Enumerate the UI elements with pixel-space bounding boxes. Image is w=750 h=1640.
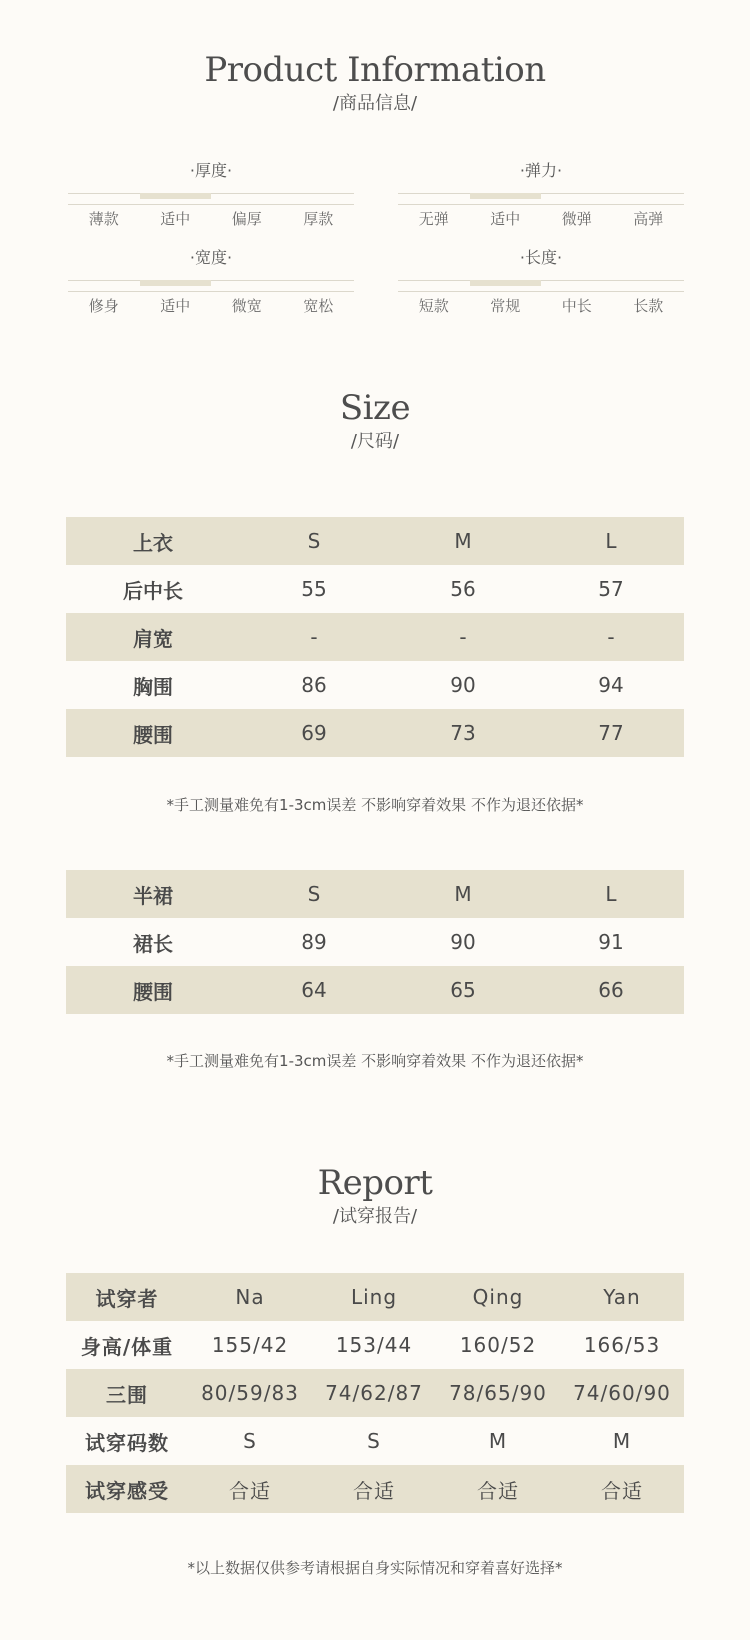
table-cell: 74/62/87 xyxy=(312,1369,436,1417)
attribute-block xyxy=(398,160,684,229)
table-row xyxy=(66,1321,684,1369)
table-cell: S xyxy=(367,1429,381,1453)
table-cell: 91 xyxy=(598,930,624,954)
top-size-table xyxy=(66,517,684,757)
table-cell: 86 xyxy=(301,673,327,697)
size-title: Size xyxy=(339,388,411,428)
attribute-name: ·长度· xyxy=(519,248,563,267)
table-cell: 57 xyxy=(598,577,624,601)
table-row xyxy=(66,1465,684,1513)
row-label-cell: 身高/体重 xyxy=(80,1334,174,1359)
table-cell: S xyxy=(240,517,388,565)
attribute-scale xyxy=(68,193,354,205)
attribute-options xyxy=(68,296,354,316)
attribute-option: 常规 xyxy=(490,297,521,315)
attribute-block xyxy=(398,247,684,316)
attribute-name: ·厚度· xyxy=(189,161,233,180)
attribute-option: 厚款 xyxy=(303,210,334,228)
attribute-option: 微弹 xyxy=(561,210,592,228)
attribute-option: 短款 xyxy=(418,297,449,315)
table-cell: 77 xyxy=(538,709,684,757)
attribute-scale xyxy=(398,280,684,292)
attribute-option: 偏厚 xyxy=(231,210,262,228)
attribute-option: 高弹 xyxy=(633,210,664,228)
attribute-scale xyxy=(68,280,354,292)
attribute-options xyxy=(68,209,354,229)
table-row xyxy=(66,1369,684,1417)
row-label-cell: 三围 xyxy=(66,1369,188,1417)
table-cell: Na xyxy=(188,1273,312,1321)
table-row xyxy=(66,565,684,613)
attribute-scale xyxy=(398,193,684,205)
table-cell: M xyxy=(388,517,538,565)
row-label-cell: 试穿感受 xyxy=(66,1465,188,1513)
table-cell: L xyxy=(538,517,684,565)
table-cell: 160/52 xyxy=(459,1333,537,1357)
fitting-report-table xyxy=(66,1273,684,1513)
attribute-option: 适中 xyxy=(490,210,521,228)
table-cell: 166/53 xyxy=(583,1333,661,1357)
attribute-selected-marker xyxy=(470,193,541,199)
table-cell: 80/59/83 xyxy=(188,1369,312,1417)
table-cell: 64 xyxy=(240,966,388,1014)
product-info-subtitle: /商品信息/ xyxy=(332,93,418,114)
top-size-note: *手工测量难免有1-3cm误差 不影响穿着效果 不作为退还依据* xyxy=(166,796,584,814)
table-cell: 56 xyxy=(450,577,476,601)
table-cell: M xyxy=(612,1429,632,1453)
table-cell: Yan xyxy=(560,1273,684,1321)
table-cell: S xyxy=(243,1429,257,1453)
report-note: *以上数据仅供参考请根据自身实际情况和穿着喜好选择* xyxy=(187,1559,563,1577)
table-cell: 153/44 xyxy=(335,1333,413,1357)
attribute-selected-marker xyxy=(140,280,211,286)
table-row xyxy=(66,1417,684,1465)
attribute-options xyxy=(398,296,684,316)
table-cell: - xyxy=(240,613,388,661)
skirt-size-table xyxy=(66,870,684,1014)
table-row xyxy=(66,966,684,1014)
attribute-option: 适中 xyxy=(160,297,191,315)
table-cell: Qing xyxy=(436,1273,560,1321)
attribute-option: 微宽 xyxy=(231,297,262,315)
table-cell: M xyxy=(388,870,538,918)
table-cell: 合适 xyxy=(560,1465,684,1513)
table-cell: 94 xyxy=(598,673,624,697)
row-label-cell: 试穿码数 xyxy=(85,1430,169,1455)
table-cell: S xyxy=(240,870,388,918)
row-label-cell: 后中长 xyxy=(123,578,183,603)
table-cell: M xyxy=(488,1429,508,1453)
row-label-cell: 半裙 xyxy=(66,870,240,918)
row-label-cell: 裙长 xyxy=(133,931,173,956)
table-cell: 90 xyxy=(450,673,476,697)
table-cell: 90 xyxy=(450,930,476,954)
report-subtitle: /试穿报告/ xyxy=(332,1206,418,1227)
table-header-row xyxy=(66,1273,684,1321)
report-heading xyxy=(0,1163,750,1229)
row-label-cell: 腰围 xyxy=(66,709,240,757)
table-cell: 合适 xyxy=(312,1465,436,1513)
table-cell: 74/60/90 xyxy=(560,1369,684,1417)
table-cell: 73 xyxy=(388,709,538,757)
report-title: Report xyxy=(317,1163,433,1203)
attribute-option: 长款 xyxy=(633,297,664,315)
table-row xyxy=(66,661,684,709)
table-cell: 89 xyxy=(301,930,327,954)
attribute-block xyxy=(68,160,354,229)
skirt-size-note: *手工测量难免有1-3cm误差 不影响穿着效果 不作为退还依据* xyxy=(166,1052,584,1070)
table-row xyxy=(66,918,684,966)
table-cell: 65 xyxy=(388,966,538,1014)
table-cell: 155/42 xyxy=(211,1333,289,1357)
attribute-option: 无弹 xyxy=(418,210,449,228)
table-cell: 合适 xyxy=(188,1465,312,1513)
size-subtitle: /尺码/ xyxy=(350,431,400,452)
attribute-options xyxy=(398,209,684,229)
table-cell: 66 xyxy=(538,966,684,1014)
attribute-option: 适中 xyxy=(160,210,191,228)
table-row xyxy=(66,613,684,661)
table-cell: - xyxy=(538,613,684,661)
row-label-cell: 肩宽 xyxy=(66,613,240,661)
table-cell: - xyxy=(388,613,538,661)
attribute-selected-marker xyxy=(470,280,541,286)
table-header-row xyxy=(66,517,684,565)
table-cell: Ling xyxy=(312,1273,436,1321)
attribute-selected-marker xyxy=(140,193,211,199)
table-row xyxy=(66,709,684,757)
table-cell: 合适 xyxy=(436,1465,560,1513)
attribute-name: ·弹力· xyxy=(519,161,563,180)
attribute-name: ·宽度· xyxy=(189,248,233,267)
size-heading xyxy=(0,388,750,454)
row-label-cell: 上衣 xyxy=(66,517,240,565)
product-info-title: Product Information xyxy=(204,50,546,90)
product-info-heading xyxy=(0,50,750,116)
table-cell: 69 xyxy=(240,709,388,757)
row-label-cell: 试穿者 xyxy=(66,1273,188,1321)
attribute-option: 修身 xyxy=(88,297,119,315)
table-cell: 78/65/90 xyxy=(436,1369,560,1417)
row-label-cell: 胸围 xyxy=(133,674,173,699)
attribute-block xyxy=(68,247,354,316)
attribute-option: 中长 xyxy=(561,297,592,315)
row-label-cell: 腰围 xyxy=(66,966,240,1014)
table-cell: 55 xyxy=(301,577,327,601)
attribute-option: 宽松 xyxy=(303,297,334,315)
table-cell: L xyxy=(538,870,684,918)
attribute-option: 薄款 xyxy=(88,210,119,228)
table-header-row xyxy=(66,870,684,918)
